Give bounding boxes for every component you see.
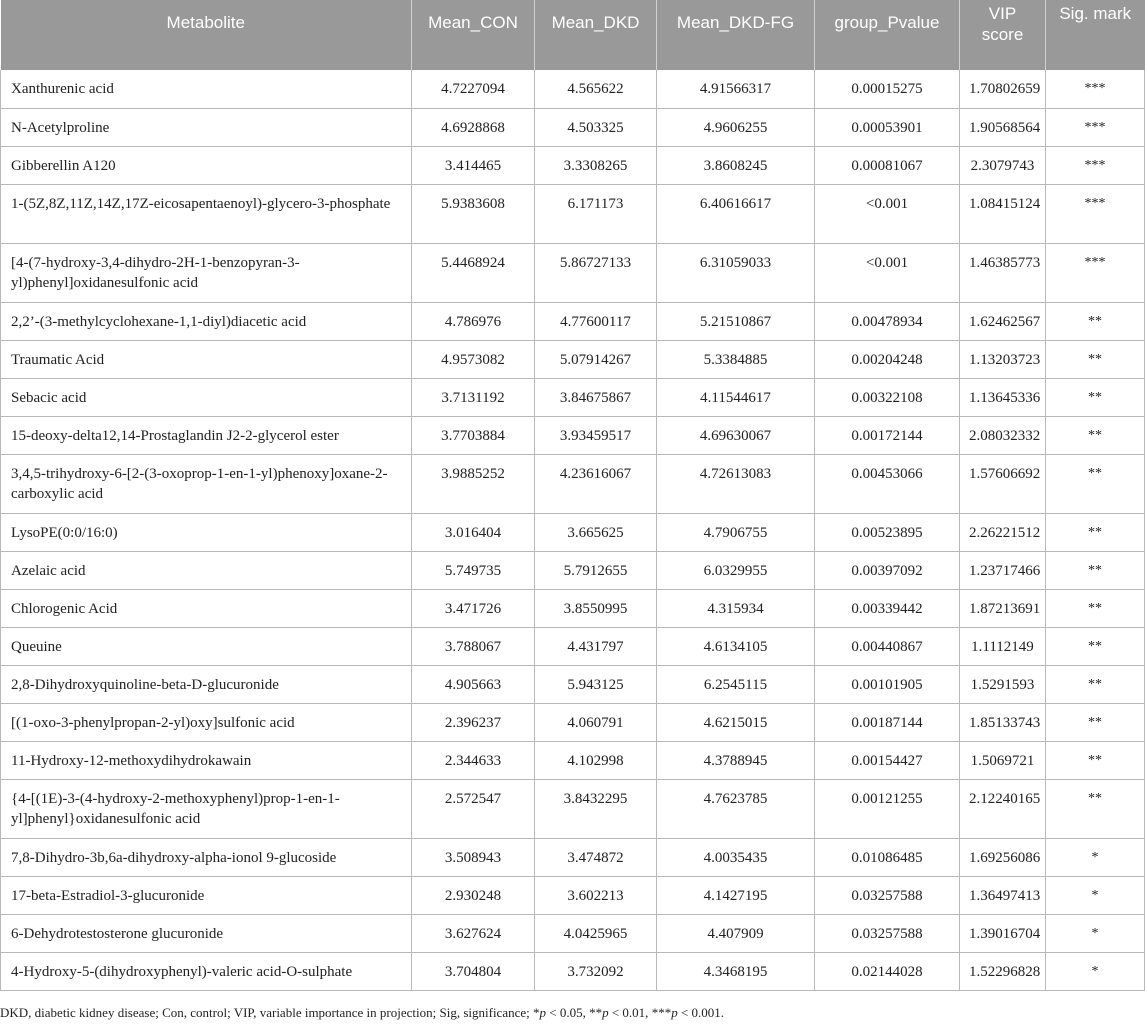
cell-metabolite: LysoPE(0:0/16:0)	[1, 513, 412, 551]
cell-group-pvalue: 0.00015275	[815, 70, 960, 108]
cell-metabolite: 7,8-Dihydro-3b,6a-dihydroxy-alpha-ionol 9-glucoside	[1, 838, 412, 876]
cell-metabolite: Queuine	[1, 627, 412, 665]
cell-metabolite: 2,8-Dihydroxyquinoline-beta-D-glucuronide	[1, 665, 412, 703]
cell-vip-score: 1.5069721	[960, 741, 1046, 779]
table-row	[1, 551, 1145, 589]
cell-mean-dkd: 3.3308265	[535, 146, 657, 184]
cell-vip-score: 1.90568564	[960, 108, 1046, 146]
cell-vip-score: 1.46385773	[960, 243, 1046, 302]
cell-mean-dkd: 4.431797	[535, 627, 657, 665]
cell-metabolite: Traumatic Acid	[1, 340, 412, 378]
cell-mean-dkd-fg: 6.0329955	[657, 551, 815, 589]
header-label: Mean_CON	[428, 13, 518, 32]
cell-mean-dkd-fg: 4.6134105	[657, 627, 815, 665]
table-row	[1, 914, 1145, 952]
cell-mean-dkd: 4.060791	[535, 703, 657, 741]
cell-vip-score: 1.85133743	[960, 703, 1046, 741]
cell-vip-score: 2.12240165	[960, 779, 1046, 838]
cell-group-pvalue: 0.02144028	[815, 952, 960, 990]
cell-group-pvalue: 0.00101905	[815, 665, 960, 703]
footnote-sig2-rest: < 0.01,	[608, 1005, 652, 1020]
header-row	[1, 0, 1145, 70]
header-label: group_Pvalue	[834, 13, 940, 32]
cell-sig-mark: **	[1046, 627, 1145, 665]
cell-mean-con: 5.4468924	[412, 243, 535, 302]
header-group-pvalue	[815, 0, 960, 70]
cell-vip-score: 1.13203723	[960, 340, 1046, 378]
cell-mean-dkd-fg: 6.31059033	[657, 243, 815, 302]
cell-mean-con: 3.704804	[412, 952, 535, 990]
cell-group-pvalue: 0.00081067	[815, 146, 960, 184]
table-row	[1, 703, 1145, 741]
cell-group-pvalue: 0.00322108	[815, 378, 960, 416]
cell-mean-con: 3.9885252	[412, 454, 535, 513]
cell-mean-dkd-fg: 4.3468195	[657, 952, 815, 990]
table-row	[1, 665, 1145, 703]
cell-mean-con: 4.905663	[412, 665, 535, 703]
cell-group-pvalue: <0.001	[815, 184, 960, 243]
cell-sig-mark: **	[1046, 665, 1145, 703]
cell-vip-score: 1.13645336	[960, 378, 1046, 416]
cell-sig-mark: **	[1046, 340, 1145, 378]
cell-mean-con: 3.7131192	[412, 378, 535, 416]
cell-group-pvalue: 0.00121255	[815, 779, 960, 838]
table-row	[1, 302, 1145, 340]
footnote-sig3-mark: ***	[651, 1005, 672, 1020]
table-row	[1, 779, 1145, 838]
cell-vip-score: 2.26221512	[960, 513, 1046, 551]
cell-metabolite: {4-[(1E)-3-(4-hydroxy-2-methoxyphenyl)prop-1-en-1-yl]phenyl}oxidanesulfonic acid	[1, 779, 412, 838]
cell-mean-dkd: 3.602213	[535, 876, 657, 914]
header-label: Mean_DKD-FG	[676, 13, 795, 32]
cell-group-pvalue: 0.03257588	[815, 876, 960, 914]
header-mean-dkd-fg	[657, 0, 815, 70]
cell-metabolite: Sebacic acid	[1, 378, 412, 416]
cell-mean-dkd-fg: 4.315934	[657, 589, 815, 627]
cell-mean-con: 2.572547	[412, 779, 535, 838]
cell-mean-dkd: 3.665625	[535, 513, 657, 551]
cell-sig-mark: **	[1046, 378, 1145, 416]
cell-sig-mark: **	[1046, 551, 1145, 589]
cell-sig-mark: ***	[1046, 243, 1145, 302]
cell-group-pvalue: 0.01086485	[815, 838, 960, 876]
table-row	[1, 589, 1145, 627]
cell-group-pvalue: 0.00187144	[815, 703, 960, 741]
cell-vip-score: 1.08415124	[960, 184, 1046, 243]
table-row	[1, 416, 1145, 454]
cell-mean-con: 4.6928868	[412, 108, 535, 146]
header-mean-con	[412, 0, 535, 70]
cell-sig-mark: **	[1046, 703, 1145, 741]
cell-vip-score: 1.36497413	[960, 876, 1046, 914]
cell-mean-dkd: 3.732092	[535, 952, 657, 990]
cell-sig-mark: **	[1046, 416, 1145, 454]
cell-mean-dkd: 5.943125	[535, 665, 657, 703]
cell-mean-con: 3.7703884	[412, 416, 535, 454]
cell-vip-score: 1.87213691	[960, 589, 1046, 627]
cell-metabolite: 6-Dehydrotestosterone glucuronide	[1, 914, 412, 952]
cell-vip-score: 2.08032332	[960, 416, 1046, 454]
cell-sig-mark: ***	[1046, 108, 1145, 146]
cell-metabolite: 1-(5Z,8Z,11Z,14Z,17Z-eicosapentaenoyl)-glycero-3-phosphate	[1, 184, 412, 243]
cell-mean-con: 3.508943	[412, 838, 535, 876]
cell-mean-dkd: 3.474872	[535, 838, 657, 876]
cell-mean-dkd-fg: 4.407909	[657, 914, 815, 952]
cell-mean-con: 3.627624	[412, 914, 535, 952]
cell-sig-mark: **	[1046, 589, 1145, 627]
cell-mean-dkd: 4.565622	[535, 70, 657, 108]
cell-mean-con: 2.396237	[412, 703, 535, 741]
cell-metabolite: 4-Hydroxy-5-(dihydroxyphenyl)-valeric acid-O-sulphate	[1, 952, 412, 990]
table-row	[1, 513, 1145, 551]
cell-sig-mark: ***	[1046, 184, 1145, 243]
table-footnote	[0, 1005, 1140, 1021]
header-sig-mark	[1046, 0, 1145, 70]
cell-group-pvalue: 0.00453066	[815, 454, 960, 513]
cell-metabolite: 3,4,5-trihydroxy-6-[2-(3-oxoprop-1-en-1-yl)phenoxy]oxane-2-carboxylic acid	[1, 454, 412, 513]
cell-group-pvalue: 0.00523895	[815, 513, 960, 551]
table-row	[1, 838, 1145, 876]
cell-sig-mark: **	[1046, 741, 1145, 779]
cell-metabolite: 17-beta-Estradiol-3-glucuronide	[1, 876, 412, 914]
footnote-sig3-rest: < 0.001.	[677, 1005, 725, 1020]
cell-sig-mark: ***	[1046, 70, 1145, 108]
cell-vip-score: 1.52296828	[960, 952, 1046, 990]
cell-mean-dkd-fg: 4.7623785	[657, 779, 815, 838]
header-label: Sig. mark	[1059, 4, 1132, 23]
header-label: VIP score	[981, 4, 1024, 44]
cell-mean-con: 3.016404	[412, 513, 535, 551]
cell-mean-dkd: 3.8550995	[535, 589, 657, 627]
cell-mean-dkd-fg: 4.9606255	[657, 108, 815, 146]
cell-vip-score: 1.69256086	[960, 838, 1046, 876]
cell-group-pvalue: 0.03257588	[815, 914, 960, 952]
cell-metabolite: Chlorogenic Acid	[1, 589, 412, 627]
table-row	[1, 243, 1145, 302]
cell-group-pvalue: 0.00440867	[815, 627, 960, 665]
cell-metabolite: N-Acetylproline	[1, 108, 412, 146]
cell-mean-dkd-fg: 6.2545115	[657, 665, 815, 703]
cell-metabolite: [(1-oxo-3-phenylpropan-2-yl)oxy]sulfonic acid	[1, 703, 412, 741]
table-row	[1, 741, 1145, 779]
footnote-sig3-var: p	[671, 1005, 678, 1020]
cell-mean-dkd-fg: 4.91566317	[657, 70, 815, 108]
footnote-sig1-var: p	[539, 1005, 546, 1020]
cell-vip-score: 2.3079743	[960, 146, 1046, 184]
cell-mean-dkd: 5.7912655	[535, 551, 657, 589]
cell-sig-mark: *	[1046, 914, 1145, 952]
table-row	[1, 184, 1145, 243]
cell-mean-con: 5.9383608	[412, 184, 535, 243]
footnote-sig1-rest: < 0.05,	[546, 1005, 590, 1020]
cell-metabolite: 15-deoxy-delta12,14-Prostaglandin J2-2-glycerol ester	[1, 416, 412, 454]
cell-mean-dkd: 5.07914267	[535, 340, 657, 378]
cell-mean-dkd-fg: 4.0035435	[657, 838, 815, 876]
cell-vip-score: 1.39016704	[960, 914, 1046, 952]
table-header	[1, 0, 1145, 70]
cell-sig-mark: **	[1046, 513, 1145, 551]
footnote-sig2-var: p	[602, 1005, 609, 1020]
cell-mean-dkd-fg: 4.72613083	[657, 454, 815, 513]
table-row	[1, 952, 1145, 990]
header-label: Mean_DKD	[551, 13, 640, 32]
header-metabolite	[1, 0, 412, 70]
footnote-definitions: DKD, diabetic kidney disease; Con, control; VIP, variable importance in projection; Sig, significance;	[0, 1005, 533, 1020]
cell-metabolite: Xanthurenic acid	[1, 70, 412, 108]
cell-metabolite: 2,2’-(3-methylcyclohexane-1,1-diyl)diacetic acid	[1, 302, 412, 340]
cell-mean-con: 4.786976	[412, 302, 535, 340]
cell-group-pvalue: 0.00053901	[815, 108, 960, 146]
cell-mean-dkd: 3.93459517	[535, 416, 657, 454]
cell-vip-score: 1.23717466	[960, 551, 1046, 589]
cell-mean-dkd: 4.23616067	[535, 454, 657, 513]
cell-mean-con: 5.749735	[412, 551, 535, 589]
cell-group-pvalue: 0.00172144	[815, 416, 960, 454]
cell-mean-con: 3.471726	[412, 589, 535, 627]
cell-sig-mark: **	[1046, 302, 1145, 340]
cell-mean-dkd: 4.503325	[535, 108, 657, 146]
cell-sig-mark: *	[1046, 838, 1145, 876]
cell-mean-dkd: 6.171173	[535, 184, 657, 243]
cell-sig-mark: **	[1046, 779, 1145, 838]
cell-sig-mark: *	[1046, 952, 1145, 990]
cell-metabolite: 11-Hydroxy-12-methoxydihydrokawain	[1, 741, 412, 779]
cell-mean-con: 2.930248	[412, 876, 535, 914]
cell-mean-con: 4.9573082	[412, 340, 535, 378]
cell-mean-dkd: 3.84675867	[535, 378, 657, 416]
cell-vip-score: 1.70802659	[960, 70, 1046, 108]
table-row	[1, 627, 1145, 665]
cell-mean-dkd-fg: 6.40616617	[657, 184, 815, 243]
footnote-sig1-mark: *	[533, 1005, 540, 1020]
cell-group-pvalue: 0.00339442	[815, 589, 960, 627]
table-row	[1, 146, 1145, 184]
cell-mean-dkd: 4.77600117	[535, 302, 657, 340]
cell-sig-mark: **	[1046, 454, 1145, 513]
cell-vip-score: 1.5291593	[960, 665, 1046, 703]
cell-mean-con: 4.7227094	[412, 70, 535, 108]
table-row	[1, 340, 1145, 378]
cell-group-pvalue: 0.00204248	[815, 340, 960, 378]
cell-mean-con: 3.414465	[412, 146, 535, 184]
table-row	[1, 70, 1145, 108]
table-row	[1, 108, 1145, 146]
cell-sig-mark: *	[1046, 876, 1145, 914]
cell-mean-dkd-fg: 5.3384885	[657, 340, 815, 378]
header-label: Metabolite	[166, 13, 245, 32]
cell-mean-dkd-fg: 4.1427195	[657, 876, 815, 914]
header-mean-dkd	[535, 0, 657, 70]
cell-mean-dkd-fg: 4.3788945	[657, 741, 815, 779]
cell-mean-con: 3.788067	[412, 627, 535, 665]
header-vip-score	[960, 0, 1046, 70]
cell-mean-dkd: 3.8432295	[535, 779, 657, 838]
cell-metabolite: Azelaic acid	[1, 551, 412, 589]
cell-mean-dkd-fg: 4.7906755	[657, 513, 815, 551]
footnote-sig2-mark: **	[589, 1005, 603, 1020]
table-body	[1, 70, 1145, 990]
cell-group-pvalue: 0.00397092	[815, 551, 960, 589]
cell-group-pvalue: 0.00478934	[815, 302, 960, 340]
cell-metabolite: [4-(7-hydroxy-3,4-dihydro-2H-1-benzopyran-3-yl)phenyl]oxidanesulfonic acid	[1, 243, 412, 302]
table-row	[1, 876, 1145, 914]
table-row	[1, 454, 1145, 513]
cell-vip-score: 1.62462567	[960, 302, 1046, 340]
cell-mean-con: 2.344633	[412, 741, 535, 779]
cell-mean-dkd-fg: 4.6215015	[657, 703, 815, 741]
cell-group-pvalue: <0.001	[815, 243, 960, 302]
cell-vip-score: 1.57606692	[960, 454, 1046, 513]
cell-group-pvalue: 0.00154427	[815, 741, 960, 779]
cell-sig-mark: ***	[1046, 146, 1145, 184]
cell-mean-dkd-fg: 3.8608245	[657, 146, 815, 184]
cell-mean-dkd-fg: 4.69630067	[657, 416, 815, 454]
cell-mean-dkd: 5.86727133	[535, 243, 657, 302]
cell-mean-dkd: 4.0425965	[535, 914, 657, 952]
table-row	[1, 378, 1145, 416]
cell-mean-dkd-fg: 5.21510867	[657, 302, 815, 340]
cell-mean-dkd: 4.102998	[535, 741, 657, 779]
cell-metabolite: Gibberellin A120	[1, 146, 412, 184]
cell-vip-score: 1.1112149	[960, 627, 1046, 665]
cell-mean-dkd-fg: 4.11544617	[657, 378, 815, 416]
